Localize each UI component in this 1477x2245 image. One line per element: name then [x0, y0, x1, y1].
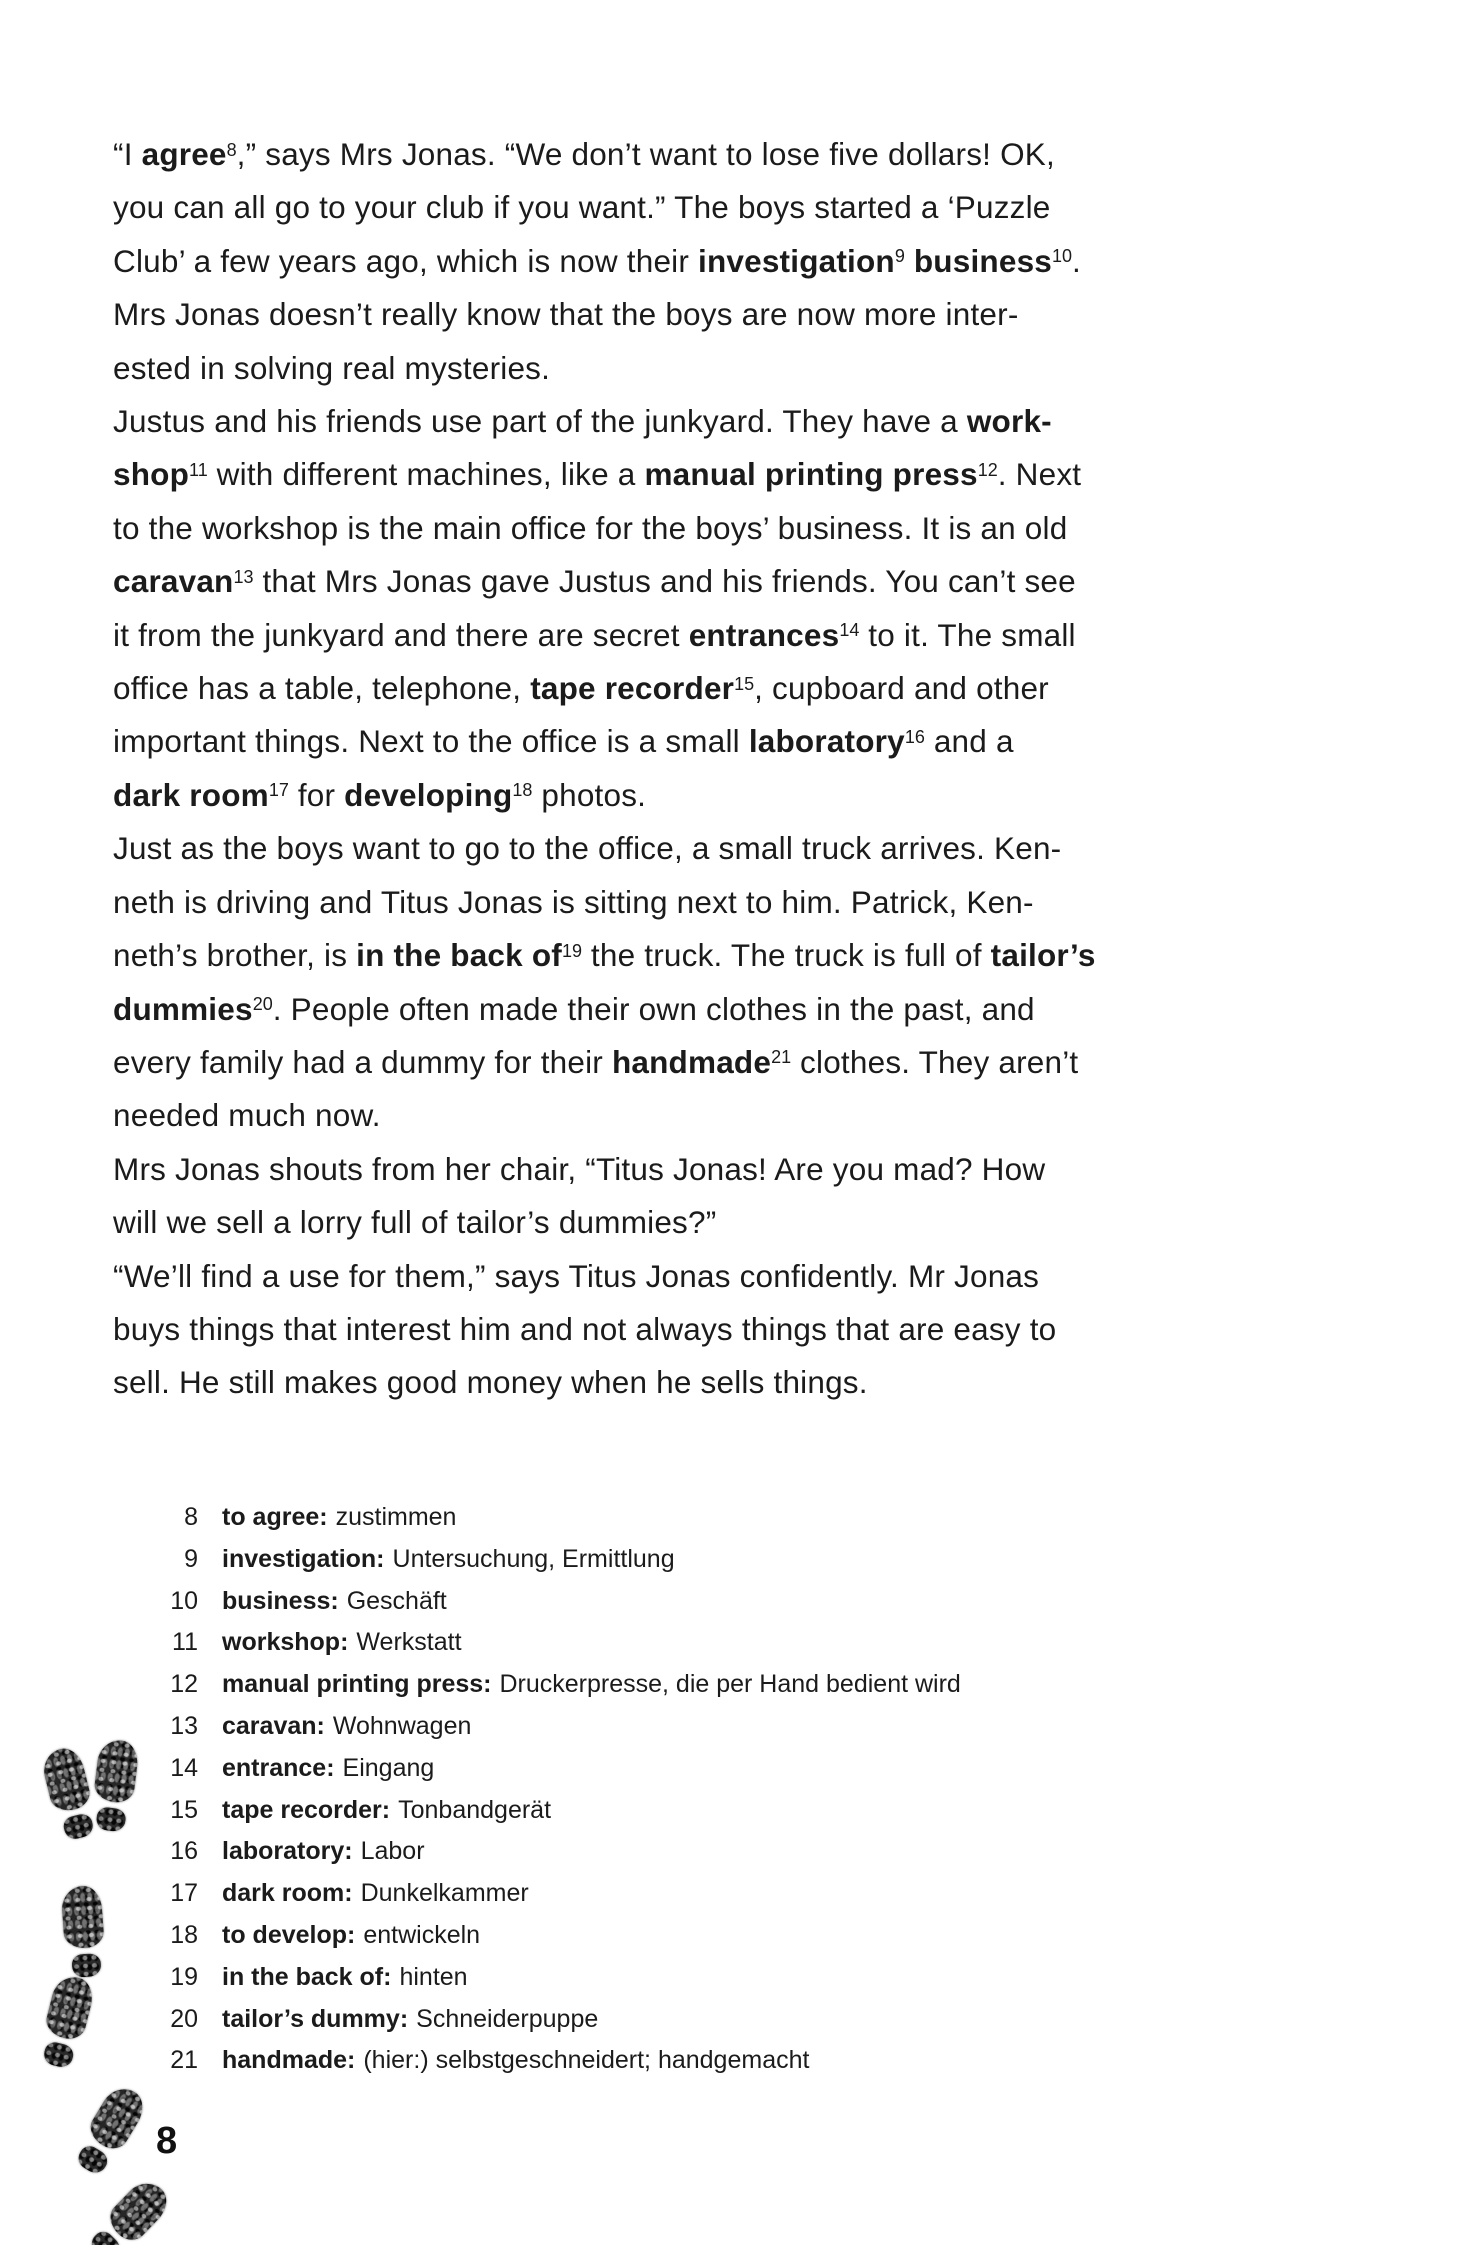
vocab-definition: Wohnwagen [332, 1711, 472, 1740]
shoe-heel [74, 2142, 111, 2177]
text-line [113, 128, 1273, 181]
footnote-reference: 8 [226, 139, 237, 160]
footnote-reference: 21 [771, 1047, 792, 1068]
text-segment: ested in solving real mysteries. [113, 349, 551, 386]
shoe-heel [95, 1806, 127, 1832]
vocab-number: 20 [170, 2004, 198, 2033]
text-line [113, 1356, 1273, 1409]
footnote-reference: 11 [189, 459, 208, 480]
footnote-reference: 9 [894, 246, 905, 267]
vocab-term: handmade: [222, 2046, 356, 2075]
vocab-number: 15 [170, 1795, 198, 1824]
vocab-highlight: tailor’s [990, 937, 1096, 974]
vocab-item [113, 1915, 1313, 1957]
text-line [113, 929, 1273, 982]
story-text-block [113, 128, 1273, 1410]
text-line [113, 983, 1273, 1036]
vocab-number: 19 [170, 1962, 198, 1991]
vocab-term: caravan: [222, 1711, 325, 1740]
vocab-definition: Schneiderpuppe [416, 2004, 599, 2033]
text-segment: that Mrs Jonas gave Justus and his friends. You can’t see [253, 563, 1076, 600]
text-segment: buys things that interest him and not always things that are easy to [113, 1310, 1057, 1347]
vocab-definition: Geschäft [346, 1586, 447, 1615]
shoe-print-icon [61, 2079, 153, 2190]
footnote-reference: 14 [839, 620, 860, 641]
vocab-item [113, 1706, 1313, 1748]
footnote-reference: 19 [561, 940, 582, 961]
text-line [113, 181, 1273, 234]
text-segment: Justus and his friends use part of the junkyard. They have a [113, 403, 967, 440]
vocab-definition: zustimmen [335, 1503, 457, 1531]
text-line [113, 876, 1273, 929]
shoe-sole [84, 2081, 150, 2155]
text-segment: to the workshop is the main office for the boys’ business. It is an old [113, 509, 1068, 546]
text-segment: will we sell a lorry full of tailor’s dummies?” [113, 1204, 717, 1241]
text-line [113, 448, 1273, 501]
vocab-number: 10 [170, 1586, 198, 1615]
vocab-definition: Druckerpresse, die per Hand bedient wird [499, 1670, 961, 1699]
shoe-print-icon [30, 1972, 99, 2082]
vocab-item [113, 1497, 1313, 1539]
vocab-highlight: investigation [698, 242, 895, 279]
vocab-definition: hinten [399, 1962, 468, 1991]
vocab-term: laboratory: [222, 1837, 353, 1866]
vocab-highlight: entrances [688, 616, 840, 653]
footnote-reference: 20 [252, 994, 273, 1014]
text-segment: neth’s brother, is [113, 937, 357, 974]
text-segment: “I [113, 136, 142, 172]
vocab-item [113, 1873, 1313, 1915]
vocab-number: 17 [170, 1879, 198, 1908]
vocab-term: in the back of: [222, 1962, 392, 1991]
vocab-highlight: agree [141, 136, 227, 172]
vocab-item [113, 1664, 1313, 1706]
shoe-sole [60, 1885, 104, 1950]
text-segment: . People often made their own clothes in the past, and [272, 990, 1035, 1027]
vocab-term: entrance: [222, 1753, 335, 1782]
text-segment: . [1072, 242, 1081, 279]
text-line [113, 555, 1273, 608]
vocab-term: to agree: [222, 1503, 328, 1531]
text-segment: “We’ll find a use for them,” says Titus Jonas confidently. Mr Jonas [113, 1257, 1040, 1294]
shoe-sole [39, 1745, 93, 1815]
vocab-number: 16 [170, 1837, 198, 1866]
text-line [113, 1036, 1273, 1089]
footnote-reference: 16 [904, 726, 925, 747]
text-line [113, 1250, 1273, 1303]
text-line [113, 609, 1273, 662]
text-segment: ,” says Mrs Jonas. “We don’t want to lose five dollars! OK, [236, 136, 1055, 172]
text-line [113, 1143, 1273, 1196]
vocab-definition: Dunkelkammer [360, 1879, 529, 1908]
text-line [113, 1196, 1273, 1249]
text-segment: needed much now. [113, 1097, 381, 1134]
vocab-number: 13 [170, 1711, 198, 1740]
vocab-number: 14 [170, 1753, 198, 1782]
vocab-number: 18 [170, 1920, 198, 1949]
vocab-highlight: work- [966, 403, 1052, 440]
text-line [113, 662, 1273, 715]
vocab-highlight: dummies [113, 990, 253, 1027]
text-segment: , cupboard and other [754, 670, 1049, 707]
text-segment: sell. He still makes good money when he sells things. [113, 1364, 868, 1401]
vocab-item [113, 1999, 1313, 2041]
text-line [113, 342, 1273, 395]
text-line [113, 235, 1273, 288]
text-segment: you can all go to your club if you want.” The boys started a ‘Puzzle [113, 189, 1051, 226]
text-segment: with different machines, like a [207, 456, 645, 493]
vocab-term: dark room: [222, 1879, 353, 1908]
shoe-sole [93, 1738, 140, 1804]
vocab-definition: entwickeln [363, 1920, 481, 1949]
vocab-highlight: manual printing press [644, 456, 978, 493]
text-line [113, 715, 1273, 768]
vocab-item [113, 1748, 1313, 1790]
shoe-sole [103, 2174, 175, 2245]
text-segment [905, 243, 914, 279]
text-segment: photos. [532, 776, 647, 813]
vocab-definition: (hier:) selbstgeschneidert; handgemacht [363, 2046, 810, 2075]
text-segment: it from the junkyard and there are secret [113, 616, 689, 653]
vocab-highlight: handmade [611, 1043, 772, 1080]
vocab-highlight: dark room [113, 776, 269, 813]
vocabulary-footnote-list [113, 1497, 1313, 2082]
vocab-term: business: [222, 1586, 339, 1615]
vocab-term: workshop: [222, 1628, 349, 1657]
vocab-term: manual printing press: [222, 1670, 492, 1699]
vocab-item [113, 1957, 1313, 1999]
text-segment: for [288, 776, 345, 813]
text-segment: to it. The small [859, 616, 1076, 653]
vocab-highlight: laboratory [748, 723, 905, 760]
text-segment: Just as the boys want to go to the office, a small truck arrives. Ken- [113, 830, 1062, 867]
text-segment: every family had a dummy for their [113, 1043, 612, 1080]
vocab-definition: Untersuchung, Ermittlung [392, 1544, 675, 1573]
shoe-heel [71, 1953, 102, 1978]
text-segment: neth is driving and Titus Jonas is sitting next to him. Patrick, Ken- [113, 883, 1034, 920]
vocab-term: investigation: [222, 1544, 385, 1573]
vocab-item [113, 1831, 1313, 1873]
vocab-number: 11 [172, 1628, 198, 1657]
footnote-reference: 18 [512, 780, 533, 801]
text-segment: office has a table, telephone, [113, 670, 531, 707]
text-line [113, 822, 1273, 875]
vocab-definition: Tonbandgerät [398, 1795, 552, 1824]
shoe-sole [43, 1973, 97, 2043]
vocab-number: 8 [184, 1503, 198, 1531]
page-number: 8 [156, 2120, 178, 2162]
text-segment: and a [924, 723, 1014, 760]
vocab-term: to develop: [222, 1920, 356, 1949]
footnote-reference: 17 [268, 780, 289, 801]
vocab-number: 9 [184, 1544, 198, 1573]
vocab-item [113, 1581, 1313, 1623]
text-line [113, 288, 1273, 341]
text-segment: Club’ a few years ago, which is now their [113, 242, 698, 279]
shoe-heel [41, 2040, 75, 2069]
text-segment: important things. Next to the office is a small [113, 723, 749, 760]
vocab-item [113, 1539, 1313, 1581]
vocab-highlight: tape recorder [530, 670, 735, 707]
text-segment: . Next [997, 456, 1082, 493]
text-line [113, 1089, 1273, 1142]
footnote-reference: 12 [977, 459, 998, 480]
text-line [113, 769, 1273, 822]
vocab-item [113, 1790, 1313, 1832]
vocab-item [113, 2040, 1313, 2082]
footnote-reference: 10 [1052, 246, 1073, 267]
text-line [113, 395, 1273, 448]
vocab-highlight: in the back of [356, 937, 562, 974]
footnote-reference: 13 [233, 566, 254, 587]
vocab-definition: Labor [360, 1837, 425, 1866]
text-line [113, 502, 1273, 555]
vocab-term: tape recorder: [222, 1795, 391, 1824]
footnote-reference: 15 [734, 673, 755, 694]
text-segment: clothes. They aren’t [791, 1043, 1079, 1080]
vocab-highlight: caravan [113, 563, 234, 600]
vocab-definition: Eingang [342, 1753, 435, 1782]
text-segment: Mrs Jonas shouts from her chair, “Titus Jonas! Are you mad? How [113, 1150, 1046, 1187]
text-segment: Mrs Jonas doesn’t really know that the boys are now more inter- [113, 296, 1019, 333]
vocab-number: 12 [170, 1670, 198, 1699]
text-segment: the truck. The truck is full of [581, 937, 991, 974]
vocab-definition: Werkstatt [356, 1628, 462, 1657]
vocab-highlight: shop [113, 456, 190, 493]
vocab-item [113, 1622, 1313, 1664]
vocab-number: 21 [170, 2046, 198, 2075]
vocab-term: tailor’s dummy: [222, 2004, 409, 2033]
vocab-highlight: developing [344, 776, 513, 813]
text-line [113, 1303, 1273, 1356]
vocab-highlight: business [913, 242, 1053, 279]
